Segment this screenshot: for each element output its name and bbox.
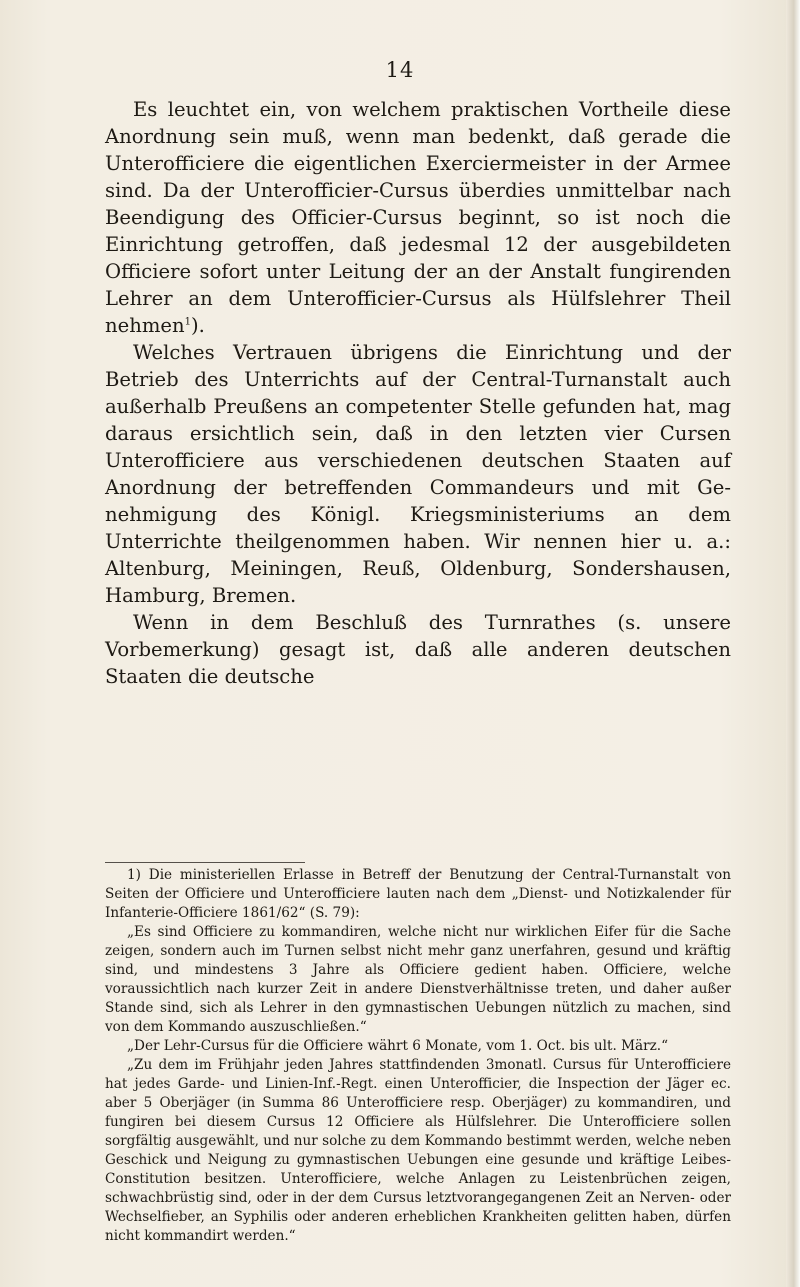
footnote-reference: 1 (184, 316, 192, 328)
page-edge (786, 0, 800, 1287)
paragraph-3: Wenn in dem Beschluß des Turnrathes (s. unsere Vorbemerkung) gesagt ist, daß alle anderen deutschen Staaten die deutsche (105, 611, 731, 688)
footnote-divider (105, 862, 305, 863)
footnote-1: 1) Die ministeriellen Erlasse in Betreff der Benutzung der Central-Turnanstalt von Seiten der Officiere und Unterofficiere lauten nach dem „Dienst- und Notizkalender für Infanterie-Officiere 1861/62“ (S. 79): (105, 867, 731, 921)
footnote-quote-officers: „Es sind Officiere zu kommandiren, welche nicht nur wirklichen Eifer für die Sache zeigen, sondern auch im Turnen selbst nicht mehr ganz unerfahren, gesund und kräftig sind, und mindestens 3 Jahre als Officiere gedient haben. Officiere, welche voraussichtlich nach kurzer Zeit in andere Dienstverhältnisse treten, und daher außer Stande sind, sich als Lehrer in den gymnastischen Uebungen nützlich zu machen, sind von dem Kommando auszuschließen.“ (105, 924, 731, 1035)
page-number: 14 (385, 58, 415, 82)
footnotes (105, 866, 731, 1246)
footnote-reference-suffix: ). (191, 314, 205, 337)
main-text (105, 96, 731, 690)
paragraph-2: Welches Vertrauen übrigens die Einrichtung und der Betrieb des Unterrichts auf der Central-Turnanstalt auch außerhalb Preußens an competenter Stelle gefunden hat, mag daraus ersichtlich sein, daß in den letzten vier Cursen Unterofficiere aus verschiedenen deutschen Staaten auf Anordnung der betreffenden Commandeurs und mit Genehmigung des Königl. Kriegsministeriums an dem Unterrichte theilgenommen haben. Wir nennen hier u. a.: Altenburg, Meiningen, Reuß, Oldenburg, Sondershausen, Hamburg, Bremen. (105, 341, 731, 607)
paragraph-1-text: Es leuchtet ein, von welchem praktischen Vortheile diese Anordnung sein muß, wenn man bedenkt, daß gerade die Unterofficiere die eigentlichen Exerciermeister in der Armee sind. Da der Unterofficier-Cursus überdies unmittelbar nach Beendigung des Officier-Cursus beginnt, so ist noch die Einrichtung getroffen, daß jedesmal 12 der ausgebildeten Officiere sofort unter Leitung der an der Anstalt fungirenden Lehrer an dem Unterofficier-Cursus als Hülfslehrer Theil nehmen (105, 98, 731, 337)
footnote-quote-nco-course: „Zu dem im Frühjahr jeden Jahres stattfindenden 3monatl. Cursus für Unterofficiere hat jedes Garde- und Linien-Inf.-Regt. einen Unterofficier, die Inspection der Jäger ec. aber 5 Oberjäger (in Summa 86 Unterofficiere resp. Oberjäger) zu kommandiren, und fungiren bei diesem Cursus 12 Officiere als Hülfslehrer. Die Unterofficiere sollen sorgfältig ausgewählt, und nur solche zu dem Kommando bestimmt werden, welche neben Geschick und Neigung zu gymnastischen Uebungen eine gesunde und kräftige Leibes-Constitution besitzen. Unterofficiere, welche Anlagen zu Leistenbrüchen zeigen, schwachbrüstig sind, oder in der dem Cursus letztvorangegangenen Zeit an Nerven- oder Wechselfieber, an Syphilis oder anderen erheblichen Krankheiten gelitten haben, dürfen nicht kommandirt werden.“ (105, 1057, 731, 1244)
footnote-quote-duration: „Der Lehr-Cursus für die Officiere währt 6 Monate, vom 1. Oct. bis ult. März.“ (127, 1038, 669, 1054)
paragraph-1 (105, 96, 731, 339)
